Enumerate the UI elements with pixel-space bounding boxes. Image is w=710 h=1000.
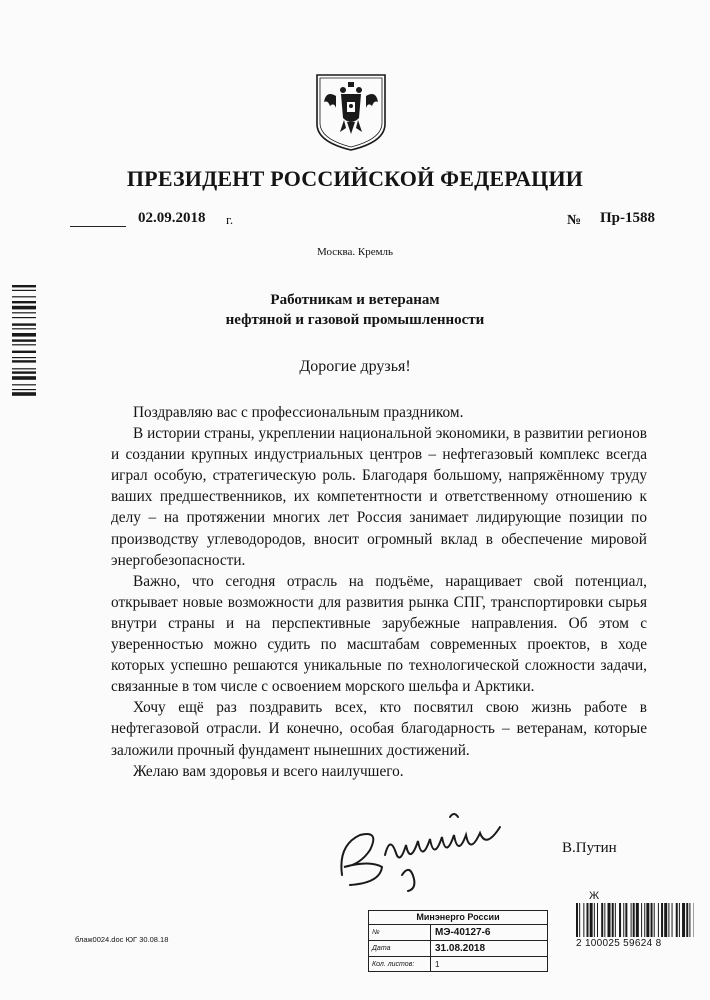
letter-body xyxy=(111,402,647,782)
document-barcode xyxy=(576,903,694,937)
stamp-label: Кол. листов: xyxy=(369,957,431,972)
registration-stamp xyxy=(368,910,548,972)
document-date: 02.09.2018 xyxy=(138,210,206,226)
stamp-value: 31.08.2018 xyxy=(435,943,486,954)
handwritten-mark: Ж xyxy=(589,890,600,902)
greeting: Дорогие друзья! xyxy=(299,358,411,375)
stamp-label: № xyxy=(369,925,431,940)
stamp-value: 1 xyxy=(435,960,440,969)
paragraph: Хочу ещё раз поздравить всех, кто посвятил свою жизнь работе в нефтегазовой отрасли. И конечно, особая благодарность – ветеранам, которые заложили прочный фундамент нынешних достижений. xyxy=(111,699,647,759)
addressee-line-1: Работникам и ветеранам xyxy=(270,292,440,308)
addressee-block xyxy=(0,290,710,330)
stamp-row xyxy=(369,941,547,957)
file-reference: блаж0024.doc ЮГ 30.08.18 xyxy=(75,935,169,944)
addressee-line-2: нефтяной и газовой промышленности xyxy=(225,312,485,328)
date-underline xyxy=(70,226,126,227)
coat-of-arms-emblem xyxy=(314,72,388,152)
document-title: ПРЕЗИДЕНТ РОССИЙСКОЙ ФЕДЕРАЦИИ xyxy=(126,166,584,191)
handwritten-signature xyxy=(330,805,520,895)
stamp-label: Дата xyxy=(369,941,431,956)
document-number: Пр-1588 xyxy=(600,210,656,226)
signer-name: В.Путин xyxy=(562,840,617,856)
paragraph: Важно, что сегодня отрасль на подъёме, наращивает свой потенциал, открывает новые возможности для развития рынка СПГ, транспортировки сырья внутри страны и на перспективные зарубежные направления. Об этом с уверенностью можно судить по масштабам современных проектов, в ходе которых успешно решаются уникальные по технологической сложности задачи, связанные в том числе с освоением морского шельфа и Арктики. xyxy=(111,572,647,696)
paragraph: В истории страны, укреплении национальной экономики, в развитии регионов и создании крупных индустриальных центров – нефтегазовый комплекс всегда играл особую, стратегическую роль. Благодаря большому, напряжённому труду ваших предшественников, их компетентности и ответственному отношению к делу – на протяжении многих лет Россия занимает лидирующие позиции по производству углеводородов, вносит огромный вклад в обеспечение мировой энергобезопасности. xyxy=(111,425,647,569)
paragraph: Желаю вам здоровья и всего наилучшего. xyxy=(133,762,404,780)
number-sign: № xyxy=(567,213,582,228)
date-suffix: г. xyxy=(226,212,234,227)
stamp-row xyxy=(369,957,547,972)
paragraph: Поздравляю вас с профессиональным праздником. xyxy=(133,404,464,421)
barcode-number: 2 100025 59624 8 xyxy=(576,938,662,949)
stamp-value: МЭ-40127-6 xyxy=(435,927,491,938)
stamp-title: Минэнерго России xyxy=(369,911,547,925)
stamp-row xyxy=(369,925,547,941)
document-place: Москва. Кремль xyxy=(316,246,394,258)
